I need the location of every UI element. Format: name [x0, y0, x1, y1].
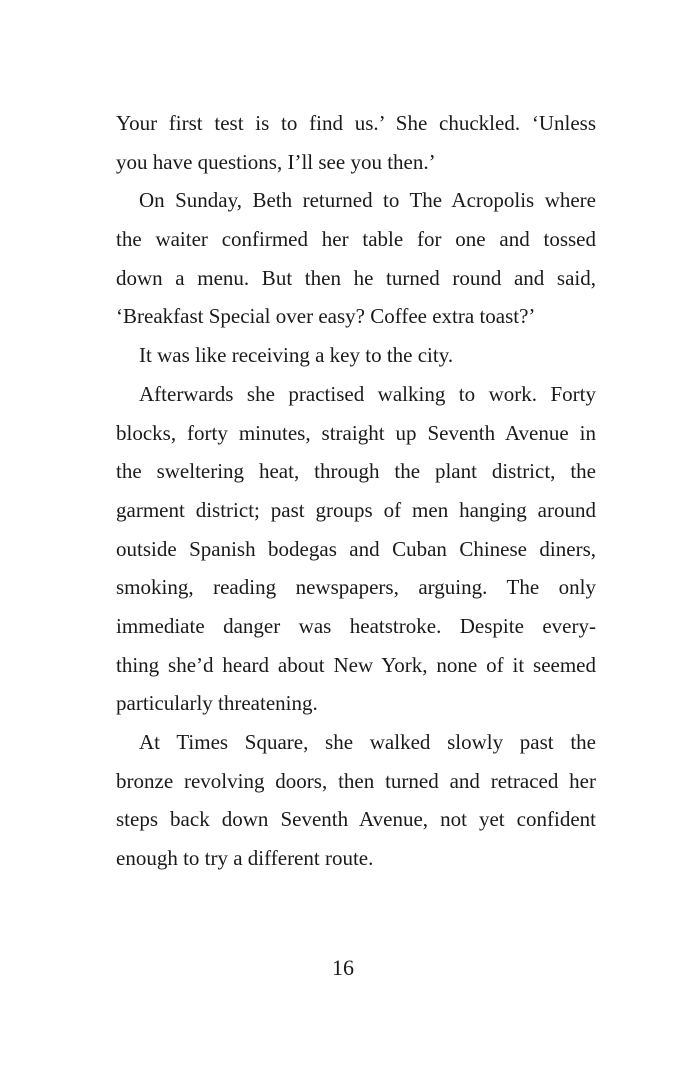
- text-line: outside Spanish bodegas and Cuban Chinese diners,: [116, 536, 596, 561]
- text-line: Your first test is to find us.’ She chuckled. ‘Unless: [116, 111, 596, 135]
- text-line: It was like receiving a key to the city.: [139, 343, 454, 368]
- page-number: 16: [332, 955, 354, 980]
- text-line: blocks, forty minutes, straight up Seventh Avenue in: [116, 420, 596, 445]
- text-line: enough to try a different route.: [116, 846, 374, 871]
- text-line: bronze revolving doors, then turned and retraced her: [116, 768, 596, 793]
- text-line: you have questions, I’ll see you then.’: [116, 149, 436, 174]
- text-line: particularly threatening.: [116, 691, 318, 716]
- text-line: the sweltering heat, through the plant district, the: [116, 459, 596, 484]
- text-line: steps back down Seventh Avenue, not yet confident: [116, 807, 596, 832]
- text-line: immediate danger was heatstroke. Despite every-: [116, 613, 596, 638]
- text-line: down a menu. But then he turned round and said,: [116, 265, 596, 290]
- text-line: smoking, reading newspapers, arguing. The only: [116, 575, 596, 600]
- body-text: [116, 104, 596, 878]
- text-line: garment district; past groups of men hanging around: [116, 497, 596, 522]
- text-line: At Times Square, she walked slowly past the: [139, 730, 596, 754]
- text-line: On Sunday, Beth returned to The Acropolis where: [139, 188, 596, 213]
- text-line: Afterwards she practised walking to work. Forty: [139, 381, 596, 406]
- text-line: thing she’d heard about New York, none of it seemed: [116, 652, 596, 677]
- text-line: ‘Breakfast Special over easy? Coffee extra toast?’: [116, 304, 536, 329]
- text-line: the waiter confirmed her table for one and tossed: [116, 227, 596, 252]
